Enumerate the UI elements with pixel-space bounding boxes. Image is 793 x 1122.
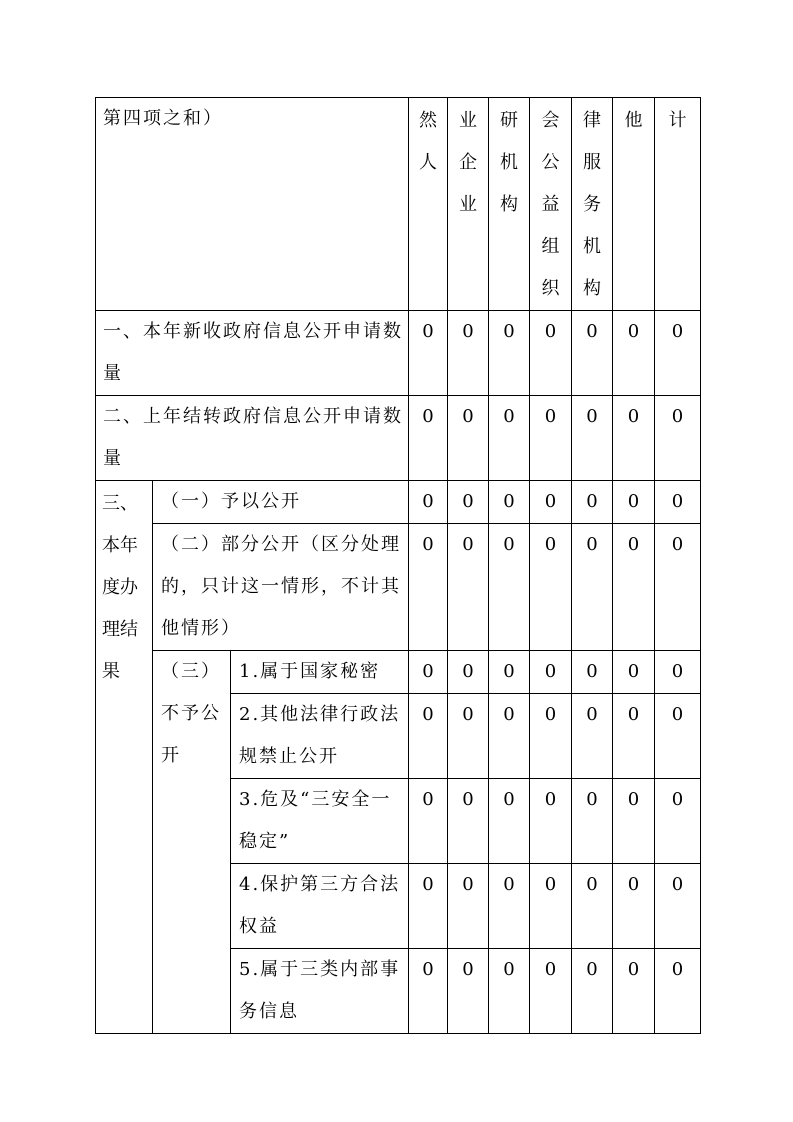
table-row <box>96 524 701 651</box>
table-cell: 0 <box>572 779 613 864</box>
table-cell: 0 <box>409 524 448 651</box>
table-cell: 0 <box>409 481 448 524</box>
table-cell: 0 <box>448 481 489 524</box>
item-label: 5.属于三类内部事务信息 <box>231 949 409 1034</box>
row-label-new-requests: 一、本年新收政府信息公开申请数量 <box>96 311 409 396</box>
table-cell: 0 <box>489 396 530 481</box>
table-cell: 0 <box>572 651 613 694</box>
header-label: 第四项之和） <box>96 98 409 311</box>
not-disclosed-label-top: （三） <box>161 661 221 682</box>
table-cell: 0 <box>448 311 489 396</box>
row-label-not-disclosed <box>153 651 231 1034</box>
table-cell: 0 <box>655 651 701 694</box>
table-cell: 0 <box>448 694 489 779</box>
table-cell: 0 <box>489 779 530 864</box>
table-cell: 0 <box>489 949 530 1034</box>
column-header-2: 业企业 <box>448 98 489 311</box>
item-label: 4.保护第三方合法权益 <box>231 864 409 949</box>
column-header-6: 他 <box>613 98 655 311</box>
item-label: 2.其他法律行政法规禁止公开 <box>231 694 409 779</box>
table-cell: 0 <box>409 311 448 396</box>
table-cell: 0 <box>530 396 572 481</box>
item-label: 1.属于国家秘密 <box>231 651 409 694</box>
disclosure-stats-table <box>95 97 701 1034</box>
table-cell: 0 <box>572 864 613 949</box>
table-cell: 0 <box>489 311 530 396</box>
section-label-top: 三、 <box>102 493 138 514</box>
table-cell: 0 <box>572 396 613 481</box>
section-label-results <box>96 481 153 1034</box>
table-cell: 0 <box>613 396 655 481</box>
table-cell: 0 <box>613 651 655 694</box>
table-cell: 0 <box>448 864 489 949</box>
table-cell: 0 <box>530 481 572 524</box>
table-cell: 0 <box>530 864 572 949</box>
table-cell: 0 <box>572 311 613 396</box>
table-row <box>96 481 701 524</box>
table-cell: 0 <box>655 311 701 396</box>
table-cell: 0 <box>448 651 489 694</box>
column-header-1: 然人 <box>409 98 448 311</box>
row-label-disclosed: （一）予以公开 <box>153 481 409 524</box>
table-cell: 0 <box>530 524 572 651</box>
table-cell: 0 <box>572 481 613 524</box>
table-cell: 0 <box>655 524 701 651</box>
table-cell: 0 <box>655 864 701 949</box>
table-cell: 0 <box>448 396 489 481</box>
table-cell: 0 <box>409 651 448 694</box>
table-cell: 0 <box>655 396 701 481</box>
row-label-partially-disclosed: （二）部分公开（区分处理的，只计这一情形，不计其他情形） <box>153 524 409 651</box>
table-cell: 0 <box>655 694 701 779</box>
column-header-4: 会公益组织 <box>530 98 572 311</box>
table-cell: 0 <box>489 524 530 651</box>
column-header-5: 律服务机构 <box>572 98 613 311</box>
table-cell: 0 <box>489 864 530 949</box>
item-label: 3.危及“三安全一稳定” <box>231 779 409 864</box>
table-cell: 0 <box>613 864 655 949</box>
table-cell: 0 <box>489 651 530 694</box>
table-cell: 0 <box>409 396 448 481</box>
header-row <box>96 98 701 311</box>
table-cell: 0 <box>489 694 530 779</box>
table-cell: 0 <box>409 779 448 864</box>
table-row <box>96 396 701 481</box>
table-cell: 0 <box>530 651 572 694</box>
row-label-carried-over: 二、上年结转政府信息公开申请数量 <box>96 396 409 481</box>
section-label-body: 本年度办理结果 <box>102 535 138 682</box>
table-cell: 0 <box>613 481 655 524</box>
column-header-3: 研机构 <box>489 98 530 311</box>
table-cell: 0 <box>613 779 655 864</box>
table-cell: 0 <box>489 481 530 524</box>
table-cell: 0 <box>613 524 655 651</box>
table-cell: 0 <box>572 524 613 651</box>
column-header-7: 计 <box>655 98 701 311</box>
table-cell: 0 <box>655 481 701 524</box>
table-cell: 0 <box>448 524 489 651</box>
table-cell: 0 <box>655 779 701 864</box>
table-cell: 0 <box>530 311 572 396</box>
table-cell: 0 <box>409 694 448 779</box>
table-cell: 0 <box>613 311 655 396</box>
table-row <box>96 311 701 396</box>
table-cell: 0 <box>613 694 655 779</box>
table-cell: 0 <box>530 779 572 864</box>
table-cell: 0 <box>448 949 489 1034</box>
table-cell: 0 <box>530 694 572 779</box>
table-row <box>96 651 701 694</box>
table-cell: 0 <box>530 949 572 1034</box>
table-cell: 0 <box>655 949 701 1034</box>
table-cell: 0 <box>613 949 655 1034</box>
table-cell: 0 <box>572 694 613 779</box>
not-disclosed-label-body: 不予公开 <box>161 703 221 766</box>
table-cell: 0 <box>409 864 448 949</box>
table-cell: 0 <box>409 949 448 1034</box>
table-cell: 0 <box>448 779 489 864</box>
table-cell: 0 <box>572 949 613 1034</box>
